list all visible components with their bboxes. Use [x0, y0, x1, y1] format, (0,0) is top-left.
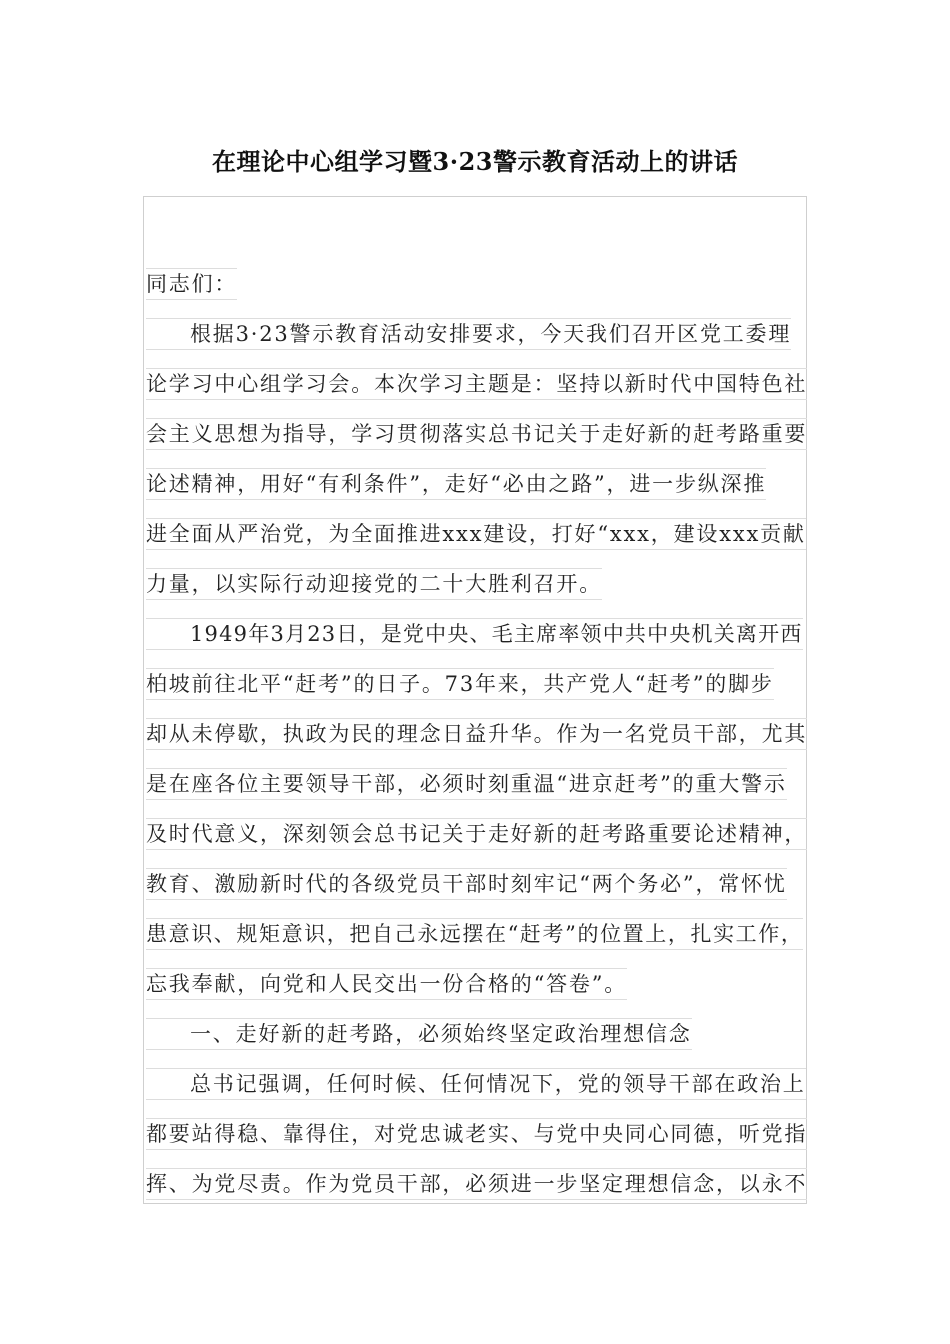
text-line: 总书记强调，任何时候、任何情况下，党的领导干部在政治上: [146, 1068, 806, 1100]
section-heading: 一、走好新的赶考路，必须始终坚定政治理想信念: [146, 1018, 692, 1050]
text-line: 同志们：: [146, 268, 237, 300]
text-line: 挥、为党尽责。作为党员干部，必须进一步坚定理想信念，以永不: [146, 1168, 807, 1200]
text-line: 进全面从严治党，为全面推进xxx建设，打好“xxx，建设xxx贡献: [146, 518, 806, 550]
document-title: 在理论中心组学习暨3·23警示教育活动上的讲话: [212, 147, 738, 176]
text-line: 及时代意义，深刻领会总书记关于走好新的赶考路重要论述精神，: [146, 818, 807, 850]
text-line: 会主义思想为指导，学习贯彻落实总书记关于走好新的赶考路重要: [146, 418, 807, 450]
text-line: 忘我奉献，向党和人民交出一份合格的“答卷”。: [146, 968, 627, 1000]
text-line: 1949年3月23日，是党中央、毛主席率领中共中央机关离开西: [146, 618, 803, 650]
text-line: 论学习中心组学习会。本次学习主题是：坚持以新时代中国特色社: [146, 368, 807, 400]
text-line: 根据3·23警示教育活动安排要求，今天我们召开区党工委理: [146, 318, 791, 350]
text-line: 柏坡前往北平“赶考”的日子。73年来，共产党人“赶考”的脚步: [146, 668, 774, 700]
text-line: 力量，以实际行动迎接党的二十大胜利召开。: [146, 568, 602, 600]
text-line: 教育、激励新时代的各级党员干部时刻牢记“两个务必”，常怀忧: [146, 868, 787, 900]
text-line: 却从未停歇，执政为民的理念日益升华。作为一名党员干部，尤其: [146, 718, 807, 750]
text-line: 论述精神，用好“有利条件”，走好“必由之路”，进一步纵深推: [146, 468, 766, 500]
text-line: 都要站得稳、靠得住，对党忠诚老实、与党中央同心同德，听党指: [146, 1118, 807, 1150]
text-line: 患意识、规矩意识，把自己永远摆在“赶考”的位置上，扎实工作，: [146, 918, 803, 950]
text-line: 是在座各位主要领导干部，必须时刻重温“进京赶考”的重大警示: [146, 768, 787, 800]
